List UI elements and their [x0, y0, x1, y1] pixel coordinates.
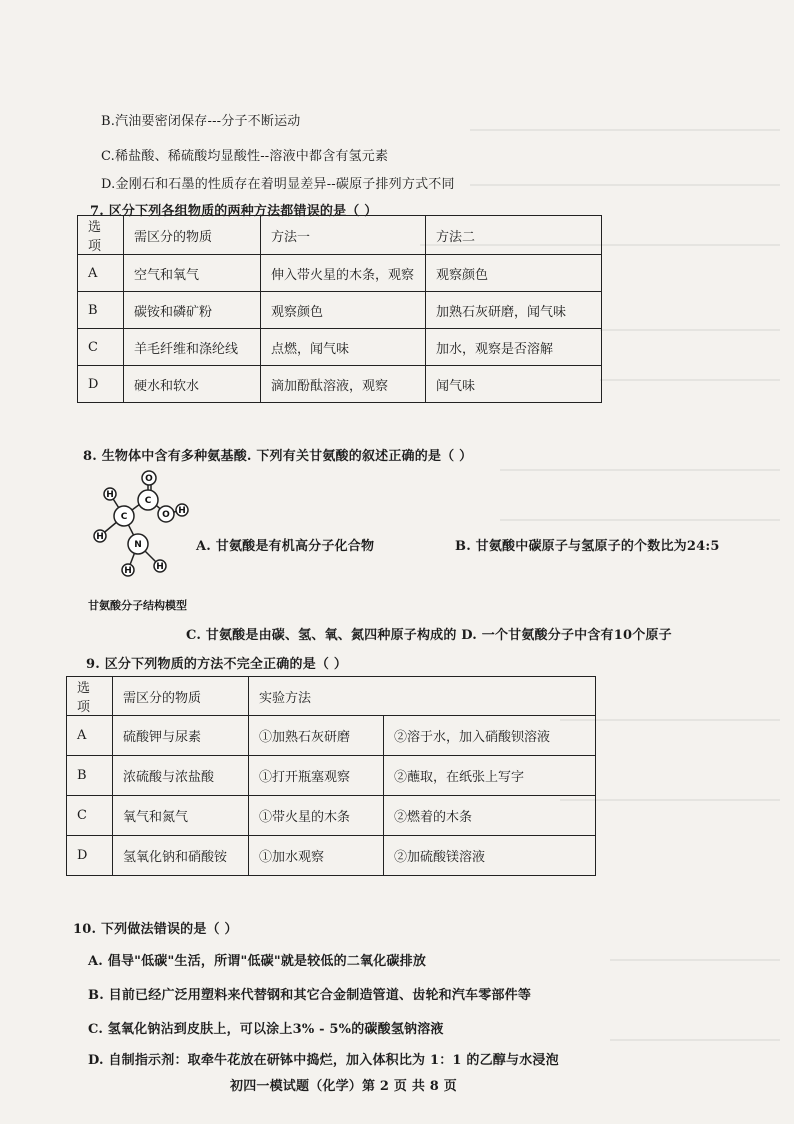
table-cell: C: [67, 796, 113, 836]
table-cell: 观察颜色: [261, 292, 426, 329]
table-cell: ①加水观察: [249, 836, 384, 876]
q9-stem: 9. 区分下列物质的方法不完全正确的是（ ）: [86, 657, 348, 672]
q9-table: [66, 676, 596, 876]
table-row: [67, 836, 596, 876]
table-cell: 浓硫酸与浓盐酸: [113, 756, 249, 796]
table-cell: 滴加酚酞溶液，观察: [261, 366, 426, 403]
q8-option-a: A. 甘氨酸是有机高分子化合物: [196, 539, 375, 554]
table-cell: ①打开瓶塞观察: [249, 756, 384, 796]
header-cell: 方法二: [426, 216, 602, 255]
table-cell: D: [78, 366, 124, 403]
atom-label: H: [156, 562, 164, 572]
table-cell: ①带火星的木条: [249, 796, 384, 836]
table-cell: B: [78, 292, 124, 329]
q10-option-a: A. 倡导"低碳"生活，所谓"低碳"就是较低的二氧化碳排放: [88, 954, 427, 969]
header-cell: 选项: [78, 216, 124, 255]
glycine-molecule-diagram: [86, 470, 196, 592]
q8-stem: 8. 生物体中含有多种氨基酸. 下列有关甘氨酸的叙述正确的是（ ）: [83, 449, 473, 464]
page-footer: 初四一模试题（化学）第 2 页 共 8 页: [230, 1079, 457, 1094]
table-cell: 观察颜色: [426, 255, 602, 292]
header-cell: 选项: [67, 677, 113, 716]
table-cell: 硫酸钾与尿素: [113, 716, 249, 756]
table-cell: 氢氧化钠和硝酸铵: [113, 836, 249, 876]
q10-option-d: D. 自制指示剂：取牵牛花放在研钵中捣烂，加入体积比为 1：1 的乙醇与水浸泡: [88, 1053, 559, 1068]
table-row: [67, 716, 596, 756]
atom-label: C: [120, 512, 128, 522]
table-header-row: [67, 677, 596, 716]
table-cell: A: [67, 716, 113, 756]
q10-stem: 10. 下列做法错误的是（ ）: [73, 922, 238, 937]
table-cell: ①加熟石灰研磨: [249, 716, 384, 756]
q10-option-c: C. 氢氧化钠沾到皮肤上，可以涂上3% - 5%的碳酸氢钠溶液: [88, 1022, 444, 1037]
table-cell: ②溶于水，加入硝酸钡溶液: [384, 716, 596, 756]
table-cell: C: [78, 329, 124, 366]
table-row: [78, 366, 602, 403]
header-cell: [384, 677, 596, 716]
atom-label: C: [144, 496, 152, 506]
q10-option-b: B. 目前已经广泛用塑料来代替钢和其它合金制造管道、齿轮和汽车零部件等: [88, 988, 532, 1003]
table-row: [67, 796, 596, 836]
q6-option-b: B.汽油要密闭保存---分子不断运动: [101, 114, 301, 129]
table-header-row: [78, 216, 602, 255]
q8-option-cd: C. 甘氨酸是由碳、氢、氧、氮四种原子构成的 D. 一个甘氨酸分子中含有10个原子: [186, 628, 672, 643]
table-cell: 伸入带火星的木条，观察: [261, 255, 426, 292]
atom-label: O: [162, 510, 170, 520]
molecule-caption: 甘氨酸分子结构模型: [88, 599, 187, 612]
table-cell: 点燃，闻气味: [261, 329, 426, 366]
header-cell: 方法一: [261, 216, 426, 255]
atom-label: H: [106, 490, 114, 500]
table-cell: 羊毛纤维和涤纶线: [124, 329, 261, 366]
table-cell: ②燃着的木条: [384, 796, 596, 836]
table-cell: 硬水和软水: [124, 366, 261, 403]
table-cell: ②加硫酸镁溶液: [384, 836, 596, 876]
table-row: [67, 756, 596, 796]
q6-option-c: C.稀盐酸、稀硫酸均显酸性--溶液中都含有氢元素: [101, 149, 389, 164]
atom-label: H: [178, 506, 186, 516]
table-cell: 加熟石灰研磨，闻气味: [426, 292, 602, 329]
table-row: [78, 329, 602, 366]
table-cell: ②蘸取，在纸张上写字: [384, 756, 596, 796]
table-cell: 闻气味: [426, 366, 602, 403]
header-cell: 需区分的物质: [113, 677, 249, 716]
q8-option-b: B. 甘氨酸中碳原子与氢原子的个数比为24:5: [455, 539, 720, 554]
table-row: [78, 255, 602, 292]
header-cell: 实验方法: [249, 677, 384, 716]
header-cell: 需区分的物质: [124, 216, 261, 255]
atom-label: O: [145, 474, 153, 484]
q6-option-d: D.金刚石和石墨的性质存在着明显差异--碳原子排列方式不同: [101, 177, 455, 192]
table-cell: 碳铵和磷矿粉: [124, 292, 261, 329]
atom-label: H: [124, 566, 132, 576]
table-cell: D: [67, 836, 113, 876]
q7-stem: 7. 区分下列各组物质的两种方法都错误的是（ ）: [90, 204, 378, 219]
table-cell: 加水，观察是否溶解: [426, 329, 602, 366]
table-row: [78, 292, 602, 329]
table-cell: A: [78, 255, 124, 292]
table-cell: 空气和氧气: [124, 255, 261, 292]
atom-label: N: [134, 540, 142, 550]
table-cell: 氧气和氮气: [113, 796, 249, 836]
q7-table: [77, 215, 602, 403]
atom-label: H: [96, 532, 104, 542]
table-cell: B: [67, 756, 113, 796]
